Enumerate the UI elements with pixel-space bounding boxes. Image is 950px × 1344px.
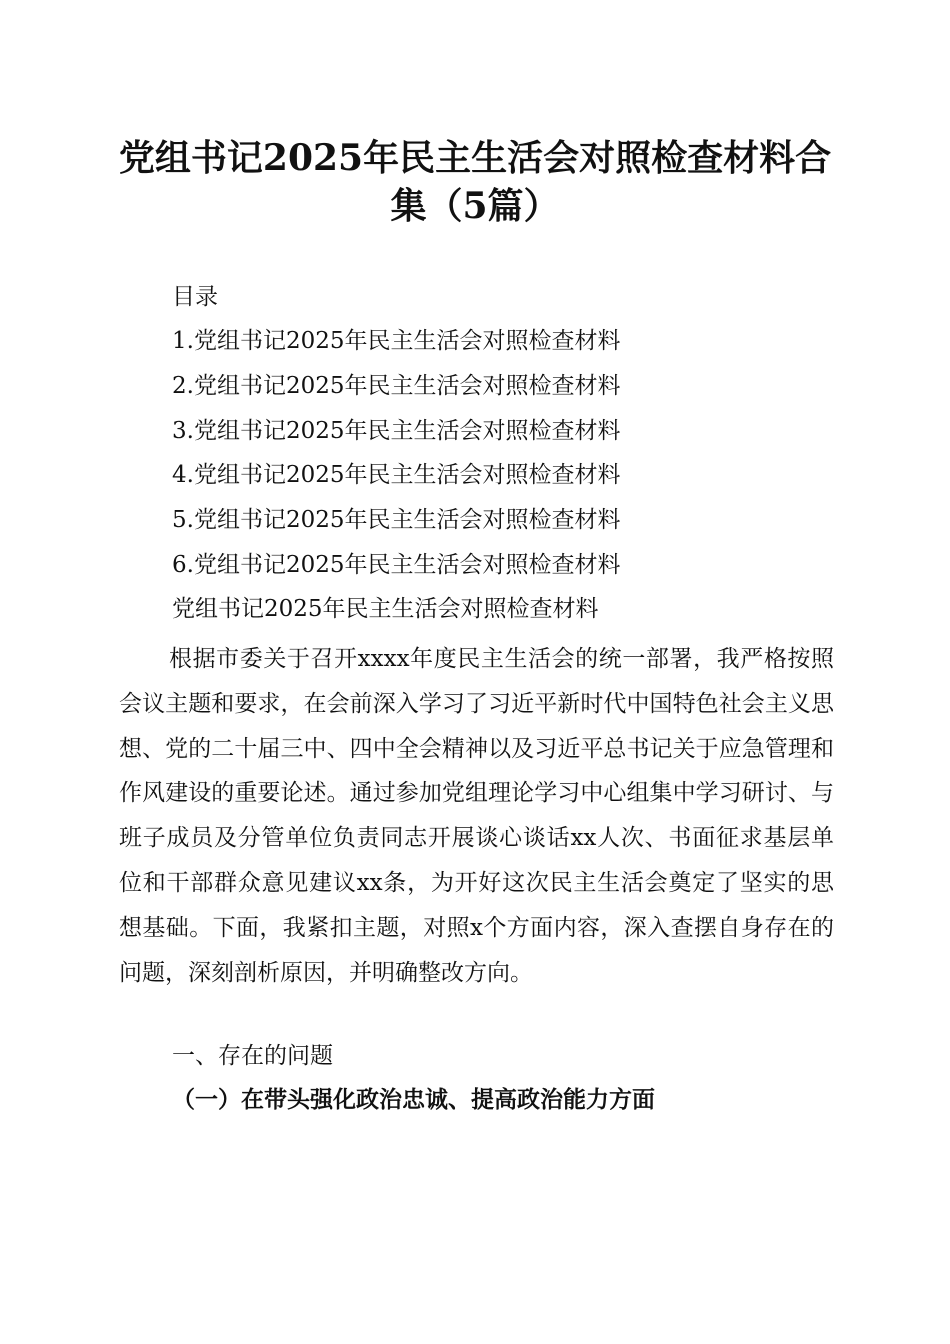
toc-heading: 目录 bbox=[172, 284, 218, 310]
intro-paragraph: 根据市委关于召开xxxx年度民主生活会的统一部署，我严格按照会议主题和要求，在会前深入学习了习近平新时代中国特色社会主义思想、党的二十届三中、四中全会精神以及习近平总书记关于应急管理和作风建设的重要论述。通过参加党组理论学习中心组集中学习研讨、与班子成员及分管单位负责同志开展谈心谈话xx人次、书面征求基层单位和干部群众意见建议xx条，为开好这次民主生活会奠定了坚实的思想基础。下面，我紧扣主题，对照x个方面内容，深入查摆自身存在的问题，深刻剖析原因，并明确整改方向。 bbox=[119, 646, 834, 986]
section-heading: 一、存在的问题 bbox=[172, 1043, 333, 1069]
toc-item-4: 4.党组书记2025年民主生活会对照检查材料 bbox=[172, 462, 621, 489]
toc-item-1: 1.党组书记2025年民主生活会对照检查材料 bbox=[172, 328, 621, 354]
toc-item-2: 2.党组书记2025年民主生活会对照检查材料 bbox=[172, 372, 621, 399]
sub-heading: （一）在带头强化政治忠诚、提高政治能力方面 bbox=[172, 1086, 655, 1113]
table-of-contents bbox=[172, 326, 620, 595]
toc-item-6: 6.党组书记2025年民主生活会对照检查材料 bbox=[172, 551, 621, 578]
toc-item-3: 3.党组书记2025年民主生活会对照检查材料 bbox=[172, 417, 621, 444]
document-title: 党组书记2025年民主生活会对照检查材料合集（5篇） bbox=[118, 137, 832, 227]
article-title: 党组书记2025年民主生活会对照检查材料 bbox=[172, 596, 599, 622]
toc-item-5: 5.党组书记2025年民主生活会对照检查材料 bbox=[172, 507, 621, 534]
